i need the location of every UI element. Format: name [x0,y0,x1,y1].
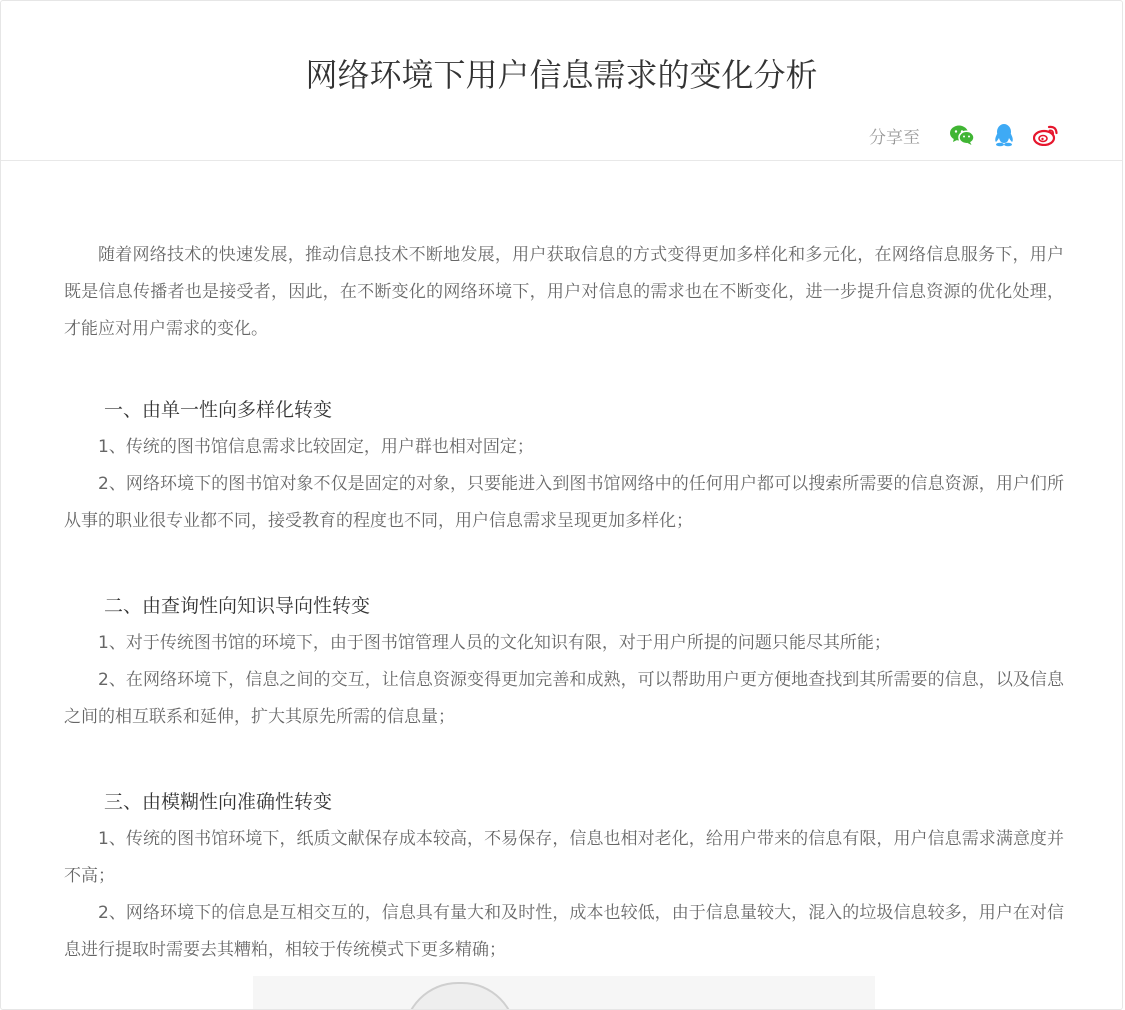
section-heading-2: 二、由查询性向知识导向性转变 [104,595,371,617]
article-image [253,976,875,1010]
share-label: 分享至 [869,127,920,148]
section-heading-3: 三、由模糊性向准确性转变 [104,791,333,813]
wechat-icon[interactable] [948,121,976,149]
section-heading-1: 一、由单一性向多样化转变 [104,399,333,421]
section-2-item-1: 1、对于传统图书馆的环境下，由于图书馆管理人员的文化知识有限，对于用户所提的问题只能尽其所能； [98,633,891,653]
article-header [1,1,1122,161]
section-1-item-2: 2、网络环境下的图书馆对象不仅是固定的对象，只要能进入到图书馆网络中的任何用户都可以搜索所需要的信息资源，用户们所从事的职业很专业都不同，接受教育的程度也不同，用户信息需求呈现更加多样化； [64,474,1064,531]
section-2-item-2: 2、在网络环境下，信息之间的交互，让信息资源变得更加完善和成熟，可以帮助用户更方便地查找到其所需要的信息，以及信息之间的相互联系和延伸，扩大其原先所需的信息量； [64,670,1064,727]
section-3-item-2: 2、网络环境下的信息是互相交互的，信息具有量大和及时性，成本也较低，由于信息量较大，混入的垃圾信息较多，用户在对信息进行提取时需要去其糟粕，相较于传统模式下更多精确； [64,903,1064,960]
weibo-icon[interactable] [1032,121,1060,149]
qq-icon[interactable] [990,121,1018,149]
section-3-item-1: 1、传统的图书馆环境下，纸质文献保存成本较高，不易保存，信息也相对老化，给用户带来的信息有限，用户信息需求满意度并不高； [64,829,1064,886]
article-image-illustration [403,982,517,1010]
intro-paragraph: 随着网络技术的快速发展，推动信息技术不断地发展，用户获取信息的方式变得更加多样化和多元化，在网络信息服务下，用户既是信息传播者也是接受者，因此，在不断变化的网络环境下，用户对信息的需求也在不断变化，进一步提升信息资源的优化处理，才能应对用户需求的变化。 [64,245,1064,339]
section-1-item-1: 1、传统的图书馆信息需求比较固定，用户群也相对固定； [98,437,534,457]
article-title: 网络环境下用户信息需求的变化分析 [305,56,818,94]
article-body [64,237,1064,969]
share-bar [869,121,1060,149]
